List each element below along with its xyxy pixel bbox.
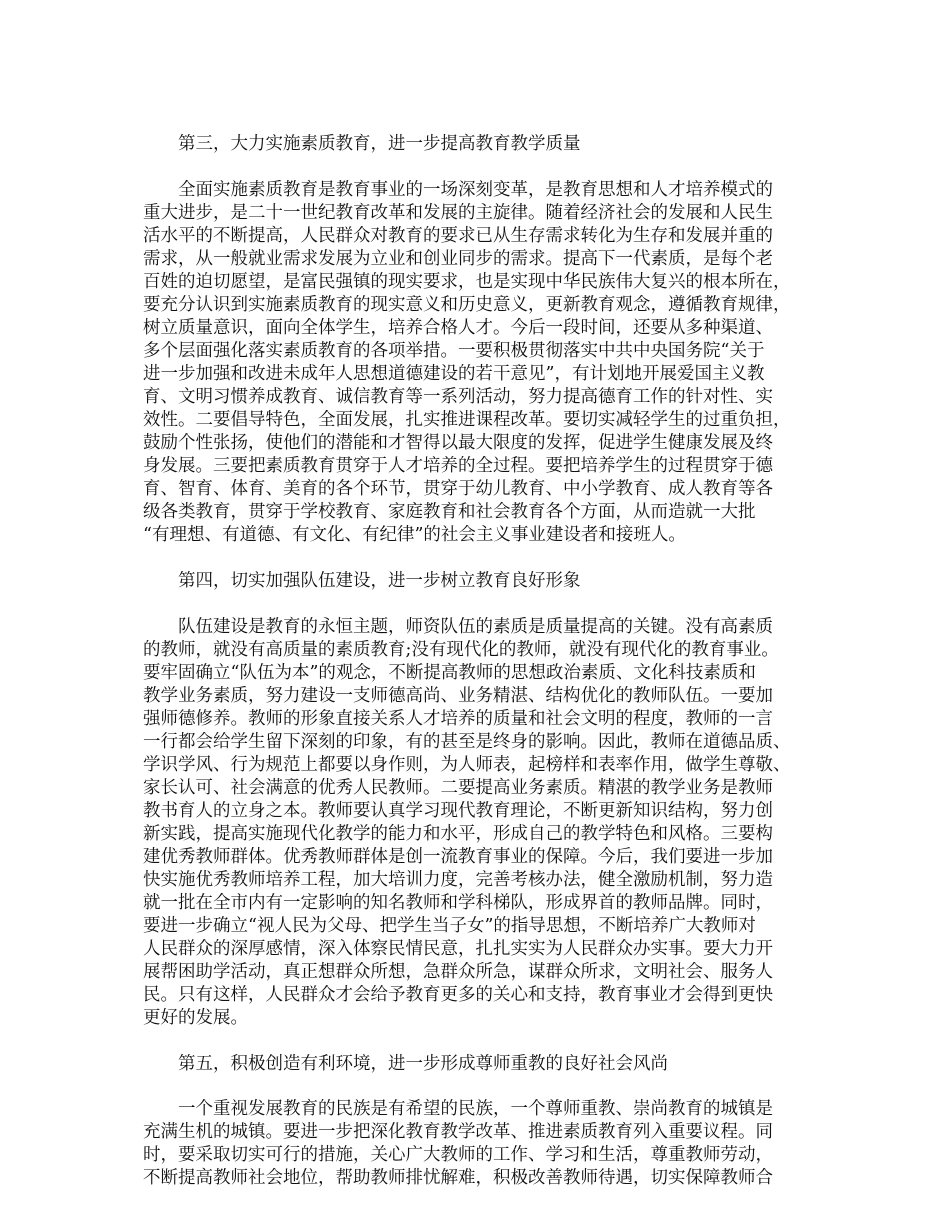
paragraph-line: 时，要采取切实可行的措施，关心广大教师的工作、学习和生活，尊重教师劳动， — [143, 1145, 773, 1165]
paragraph-line: 队伍建设是教育的永恒主题，师资队伍的素质是质量提高的关键。没有高素质 — [178, 617, 773, 637]
paragraph-line: 强师德修养。教师的形象直接关系人才培养的质量和社会文明的程度，教师的一言 — [143, 709, 773, 729]
paragraph-line: 多个层面强化落实素质教育的各项举措。一要积极贯彻落实中共中央国务院“关于 — [143, 341, 765, 361]
paragraph-line: 展帮困助学活动，真正想群众所想，急群众所急，谋群众所求，文明社会、服务人 — [143, 962, 773, 982]
paragraph-line: 重大进步，是二十一世纪教育改革和发展的主旋律。随着经济社会的发展和人民生 — [143, 203, 773, 223]
section-heading-5: 第五，积极创造有利环境，进一步形成尊师重教的良好社会风尚 — [178, 1054, 668, 1074]
paragraph-line: 建优秀教师群体。优秀教师群体是创一流教育事业的保障。今后，我们要进一步加 — [143, 847, 773, 867]
paragraph-line: 育、智育、体育、美育的各个环节，贯穿于幼儿教育、中小学教育、成人教育等各 — [143, 479, 773, 499]
paragraph-line: “有理想、有道德、有文化、有纪律”的社会主义事业建设者和接班人。 — [143, 525, 686, 545]
paragraph-line: 的教师，就没有高质量的素质教育;没有现代化的教师，就没有现代化的教育事业。 — [143, 640, 779, 660]
paragraph-line: 级各类教育，贯穿于学校教育、家庭教育和社会教育各个方面，从而造就一大批 — [143, 502, 756, 522]
paragraph-line: 更好的发展。 — [143, 1008, 248, 1028]
section-heading-4: 第四，切实加强队伍建设，进一步树立教育良好形象 — [178, 571, 581, 591]
paragraph-line: 全面实施素质教育是教育事业的一场深刻变革，是教育思想和人才培养模式的 — [178, 180, 773, 200]
paragraph-line: 人民群众的深厚感情，深入体察民情民意，扎扎实实为人民群众办实事。要大力开 — [143, 939, 773, 959]
paragraph-line: 要充分认识到实施素质教育的现实意义和历史意义，更新教育观念，遵循教育规律， — [143, 295, 791, 315]
paragraph-line: 不断提高教师社会地位，帮助教师排忧解难，积极改善教师待遇，切实保障教师合 — [143, 1168, 773, 1188]
paragraph-line: 育、文明习惯养成教育、诚信教育等一系列活动，努力提高德育工作的针对性、实 — [143, 387, 773, 407]
paragraph-line: 要进一步确立“视人民为父母、把学生当子女”的指导思想，不断培养广大教师对 — [143, 916, 756, 936]
paragraph-line: 活水平的不断提高，人民群众对教育的要求已从生存需求转化为生存和发展并重的 — [143, 226, 773, 246]
paragraph-line: 身发展。三要把素质教育贯穿于人才培养的全过程。要把培养学生的过程贯穿于德 — [143, 456, 773, 476]
paragraph-line: 快实施优秀教师培养工程，加大培训力度，完善考核办法，健全激励机制，努力造 — [143, 870, 773, 890]
paragraph-line: 一个重视发展教育的民族是有希望的民族，一个尊师重教、崇尚教育的城镇是 — [178, 1099, 773, 1119]
paragraph-line: 要牢固确立“队伍为本”的观念，不断提高教师的思想政治素质、文化科技素质和 — [143, 663, 756, 683]
paragraph-line: 教学业务素质，努力建设一支师德高尚、业务精湛、结构优化的教师队伍。一要加 — [143, 686, 773, 706]
paragraph-line: 进一步加强和改进未成年人思想道德建设的若干意见”，有计划地开展爱国主义教 — [143, 364, 765, 384]
paragraph-line: 效性。二要倡导特色，全面发展，扎实推进课程改革。要切实减轻学生的过重负担， — [143, 410, 791, 430]
paragraph-line: 百姓的迫切愿望，是富民强镇的现实要求，也是实现中华民族伟大复兴的根本所在， — [143, 272, 791, 292]
paragraph-line: 一行都会给学生留下深刻的印象，有的甚至是终身的影响。因此，教师在道德品质、 — [143, 732, 791, 752]
paragraph-line: 就一批在全市内有一定影响的知名教师和学科梯队，形成界首的教师品牌。同时， — [143, 893, 773, 913]
paragraph-line: 需求，从一般就业需求发展为立业和创业同步的需求。提高下一代素质，是每个老 — [143, 249, 773, 269]
paragraph-line: 充满生机的城镇。要进一步把深化教育教学改革、推进素质教育列入重要议程。同 — [143, 1122, 773, 1142]
paragraph-line: 树立质量意识，面向全体学生，培养合格人才。今后一段时间，还要从多种渠道、 — [143, 318, 773, 338]
paragraph-line: 新实践，提高实施现代化教学的能力和水平，形成自己的教学特色和风格。三要构 — [143, 824, 773, 844]
paragraph-line: 教书育人的立身之本。教师要认真学习现代教育理论，不断更新知识结构，努力创 — [143, 801, 773, 821]
paragraph-line: 民。只有这样，人民群众才会给予教育更多的关心和支持，教育事业才会得到更快 — [143, 985, 773, 1005]
section-heading-3: 第三，大力实施素质教育，进一步提高教育教学质量 — [178, 134, 581, 154]
paragraph-line: 学识学风、行为规范上都要以身作则，为人师表，起榜样和表率作用，做学生尊敬、 — [143, 755, 791, 775]
paragraph-line: 家长认可、社会满意的优秀人民教师。二要提高业务素质。精湛的教学业务是教师 — [143, 778, 773, 798]
paragraph-line: 鼓励个性张扬，使他们的潜能和才智得以最大限度的发挥，促进学生健康发展及终 — [143, 433, 773, 453]
